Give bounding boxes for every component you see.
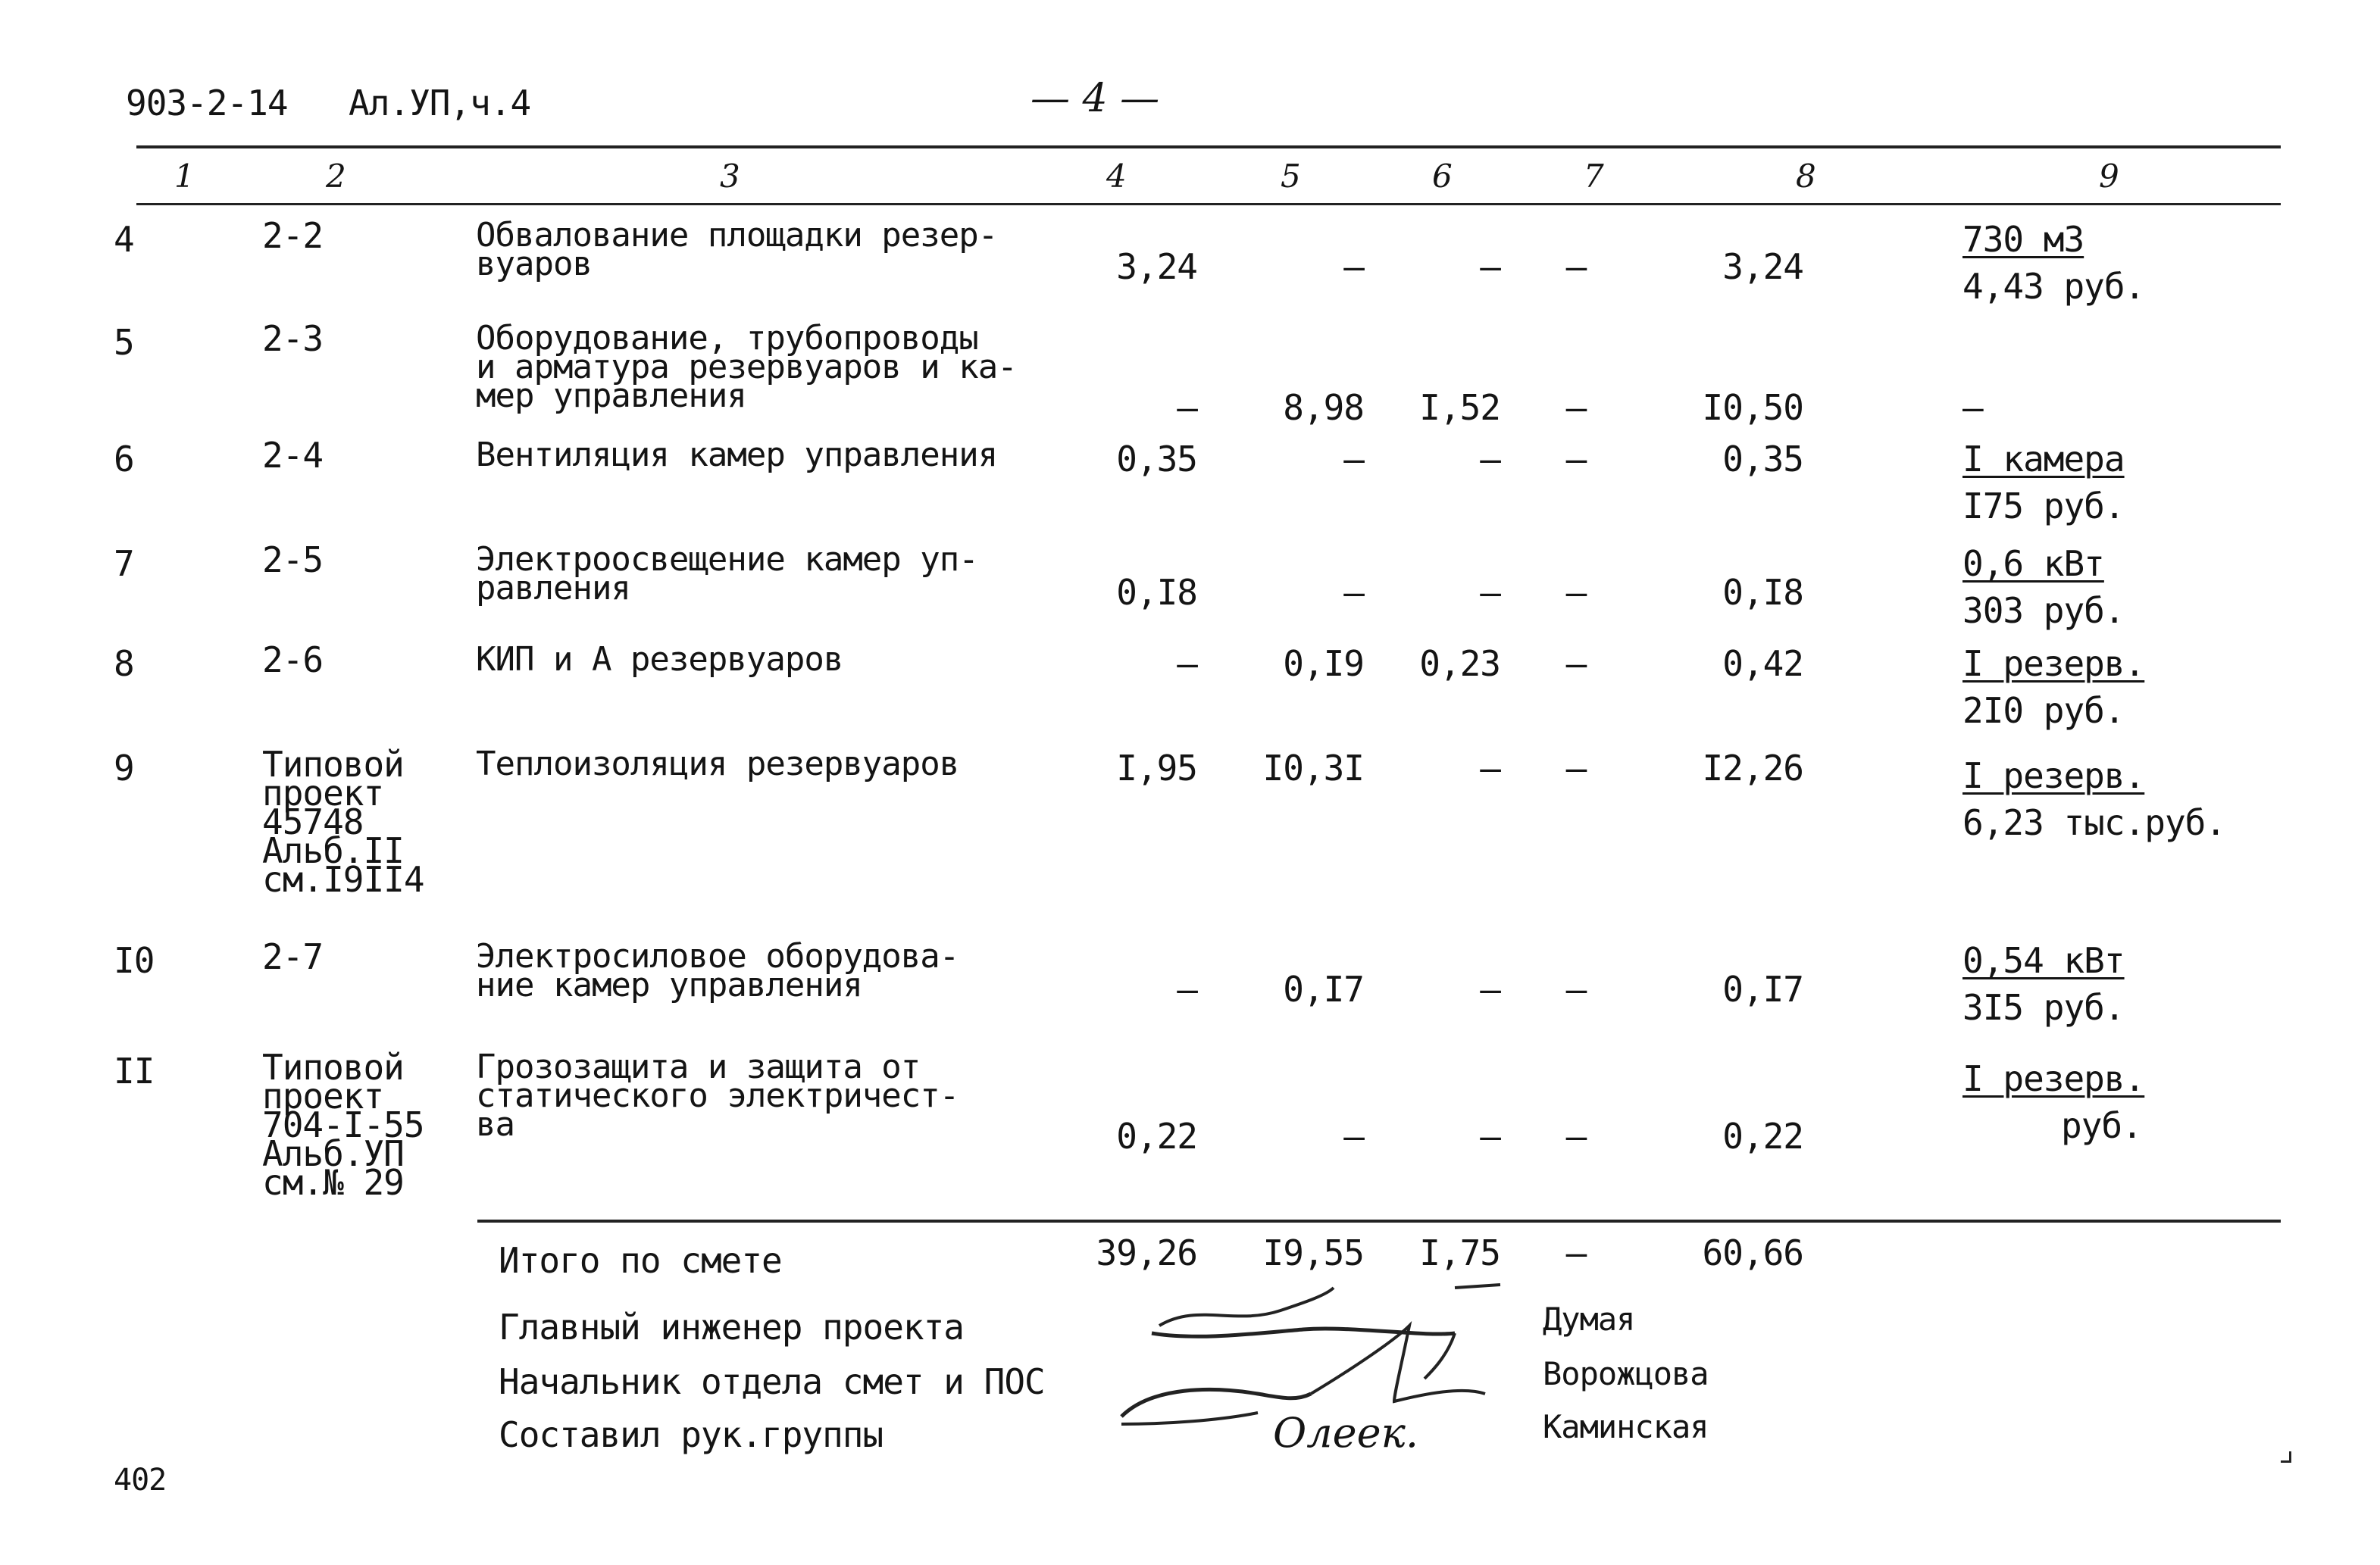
row-col5: – bbox=[1343, 1116, 1364, 1157]
row-col8: 0,22 bbox=[1722, 1116, 1803, 1157]
row-unit-cost: 303 руб. bbox=[1962, 590, 2125, 631]
row-item-name: Грозозащита и защита от статического электричест- ва bbox=[476, 1048, 959, 1144]
row-col6: – bbox=[1480, 439, 1500, 479]
row-item-name: Электроосвещение камер уп- равления bbox=[476, 540, 978, 608]
row-number: 6 bbox=[114, 439, 134, 479]
row-col5: – bbox=[1343, 572, 1364, 613]
column-number: 5 bbox=[1281, 158, 1301, 195]
row-number: I0 bbox=[114, 940, 155, 981]
row-reference: 2-3 bbox=[262, 318, 324, 359]
row-unit-cost: I75 руб. bbox=[1962, 486, 2125, 526]
row-col7: – bbox=[1565, 1116, 1587, 1157]
row-unit-cost: 3I5 руб. bbox=[1962, 987, 2125, 1028]
row-col4: – bbox=[1177, 969, 1197, 1010]
row-col6: 0,23 bbox=[1419, 643, 1500, 684]
totals-col5: I9,55 bbox=[1262, 1232, 1364, 1273]
row-col6: – bbox=[1480, 246, 1500, 287]
column-number: 8 bbox=[1796, 158, 1816, 195]
row-unit-measure: 0,6 кВт bbox=[1962, 543, 2104, 584]
row-col5: 8,98 bbox=[1283, 387, 1364, 428]
row-reference: 2-4 bbox=[262, 435, 324, 476]
row-reference: 2-6 bbox=[262, 639, 324, 680]
totals-rule bbox=[477, 1220, 2281, 1223]
row-unit-cost: руб. bbox=[2061, 1105, 2142, 1146]
row-number: 4 bbox=[114, 219, 134, 260]
row-unit-cost: 6,23 тыс.руб. bbox=[1962, 802, 2226, 843]
row-col8: 3,24 bbox=[1722, 246, 1803, 287]
row-col7: – bbox=[1565, 439, 1587, 479]
row-unit-measure: I камера bbox=[1962, 439, 2125, 479]
row-col8: 0,I7 bbox=[1722, 969, 1803, 1010]
column-number: 6 bbox=[1432, 158, 1453, 195]
row-number: 7 bbox=[114, 543, 134, 584]
page-number: — 4 — bbox=[1030, 76, 1160, 121]
row-col5: – bbox=[1343, 439, 1364, 479]
row-col7: – bbox=[1565, 246, 1587, 287]
row-col4: – bbox=[1177, 387, 1197, 428]
signature-name: Ворожцова bbox=[1543, 1355, 1709, 1392]
handwritten-note: Олеек. bbox=[1273, 1409, 1418, 1457]
document-code: 903-2-14 bbox=[126, 83, 288, 123]
row-col7: – bbox=[1565, 748, 1587, 789]
column-number: 1 bbox=[174, 158, 195, 195]
row-col5: 0,I9 bbox=[1283, 643, 1364, 684]
row-col4: 3,24 bbox=[1116, 246, 1197, 287]
album-reference: Ал.УП,ч.4 bbox=[349, 83, 531, 123]
totals-col6: I,75 bbox=[1419, 1232, 1500, 1273]
row-col4: 0,35 bbox=[1116, 439, 1197, 479]
row-reference: Типовой проект 45748 Альб.II см.I9II4 bbox=[262, 744, 424, 900]
row-col7: – bbox=[1565, 643, 1587, 684]
row-unit-measure: 730 м3 bbox=[1962, 219, 2084, 260]
row-reference: 2-7 bbox=[262, 936, 324, 977]
row-reference: 2-5 bbox=[262, 539, 324, 580]
row-col4: 0,I8 bbox=[1116, 572, 1197, 613]
totals-col8: 60,66 bbox=[1702, 1232, 1803, 1273]
row-item-name: Электросиловое оборудова- ние камер управления bbox=[476, 937, 959, 1004]
header-rule-top bbox=[136, 145, 2281, 148]
row-number: 9 bbox=[114, 748, 134, 789]
row-col6: – bbox=[1480, 1116, 1500, 1157]
row-col4: – bbox=[1177, 643, 1197, 684]
row-item-name: КИП и А резервуаров bbox=[476, 640, 843, 679]
row-col5: – bbox=[1343, 246, 1364, 287]
row-unit-cost: 4,43 руб. bbox=[1962, 266, 2145, 307]
row-item-name: Обвалование площадки резер- вуаров bbox=[476, 216, 998, 283]
row-col6: – bbox=[1480, 748, 1500, 789]
header-rule-bottom bbox=[136, 203, 2281, 205]
signature-name: Думая bbox=[1543, 1301, 1635, 1338]
row-col8: I0,50 bbox=[1702, 387, 1803, 428]
row-col4: 0,22 bbox=[1116, 1116, 1197, 1157]
row-col8: 0,42 bbox=[1722, 643, 1803, 684]
row-col8: 0,35 bbox=[1722, 439, 1803, 479]
signature-role: Начальник отдела смет и ПОС bbox=[499, 1361, 1045, 1402]
row-col7: – bbox=[1565, 969, 1587, 1010]
signature-role: Главный инженер проекта bbox=[499, 1307, 964, 1348]
row-col6: – bbox=[1480, 969, 1500, 1010]
row-col8: I2,26 bbox=[1702, 748, 1803, 789]
totals-label: Итого по смете bbox=[499, 1240, 782, 1281]
row-unit-cost: 2I0 руб. bbox=[1962, 690, 2125, 731]
sheet-mark: 402 bbox=[114, 1463, 167, 1498]
row-number: 5 bbox=[114, 322, 134, 363]
row-item-name: Теплоизоляция резервуаров bbox=[476, 745, 959, 783]
row-number: II bbox=[114, 1051, 155, 1092]
row-col5: I0,3I bbox=[1262, 748, 1364, 789]
row-number: 8 bbox=[114, 643, 134, 684]
row-item-name: Вентиляция камер управления bbox=[476, 436, 998, 474]
row-col7: – bbox=[1565, 572, 1587, 613]
row-reference: 2-2 bbox=[262, 215, 324, 256]
column-number: 9 bbox=[2099, 158, 2119, 195]
column-number: 7 bbox=[1584, 158, 1604, 195]
column-number: 3 bbox=[720, 158, 740, 195]
row-unit-measure: I резерв. bbox=[1962, 755, 2145, 796]
row-unit-measure: I резерв. bbox=[1962, 643, 2145, 684]
totals-col7: – bbox=[1565, 1232, 1587, 1273]
row-unit-measure: 0,54 кВт bbox=[1962, 940, 2125, 981]
row-col8: 0,I8 bbox=[1722, 572, 1803, 613]
row-unit-cost: – bbox=[1962, 387, 1983, 428]
row-unit-measure: I резерв. bbox=[1962, 1058, 2145, 1099]
signature-role: Составил рук.группы bbox=[499, 1414, 884, 1455]
row-col6: I,52 bbox=[1419, 387, 1500, 428]
corner-mark-vertical bbox=[2289, 1451, 2291, 1463]
column-number: 4 bbox=[1106, 158, 1127, 195]
row-col6: – bbox=[1480, 572, 1500, 613]
signature-name: Каминская bbox=[1543, 1408, 1709, 1445]
row-col4: I,95 bbox=[1116, 748, 1197, 789]
column-number: 2 bbox=[326, 158, 346, 195]
totals-col4: 39,26 bbox=[1096, 1232, 1197, 1273]
row-item-name: Оборудование, трубопроводы и арматура резервуаров и ка- мер управления bbox=[476, 319, 1017, 415]
row-col5: 0,I7 bbox=[1283, 969, 1364, 1010]
row-reference: Типовой проект 704-I-55 Альб.УП см.№ 29 bbox=[262, 1047, 424, 1203]
row-col7: – bbox=[1565, 387, 1587, 428]
